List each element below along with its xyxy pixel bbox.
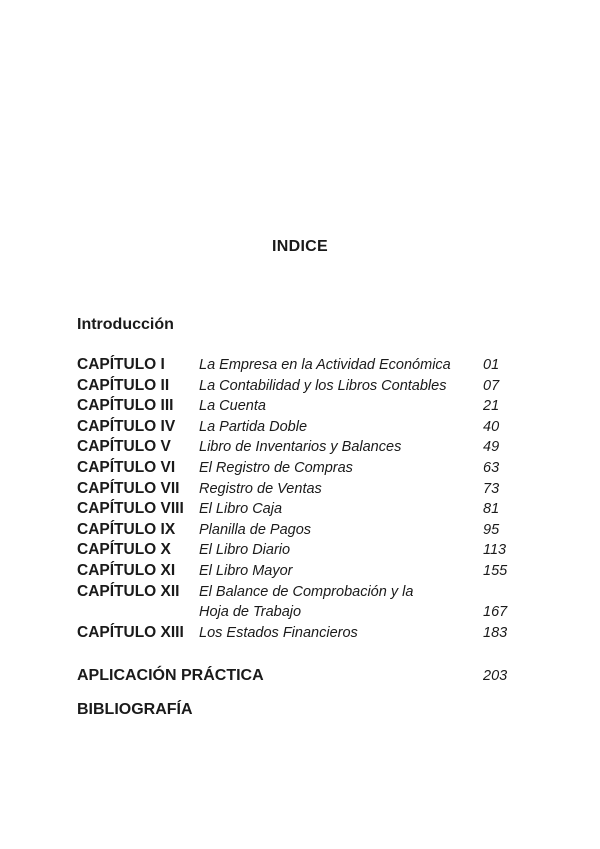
practical-application-label: APLICACIÓN PRÁCTICA (77, 667, 264, 684)
chapter-label: CAPÍTULO II (77, 376, 170, 394)
chapter-label: CAPÍTULO XII (77, 582, 180, 600)
page-title: INDICE (271, 238, 329, 255)
chapter-title: El Libro Caja (199, 501, 283, 518)
chapter-page: 01 (483, 357, 500, 373)
toc-row (77, 437, 517, 458)
chapter-page: 167 (483, 604, 508, 621)
chapter-page: 113 (483, 542, 507, 559)
toc-row (77, 355, 517, 376)
toc-row (77, 602, 517, 623)
chapter-label: CAPÍTULO I (77, 356, 165, 373)
toc-row (77, 520, 517, 541)
chapter-page: 95 (483, 521, 500, 538)
toc-row (77, 582, 517, 603)
toc-row (77, 417, 517, 438)
chapter-label: CAPÍTULO VIII (77, 500, 184, 518)
chapter-label: CAPÍTULO XI (77, 561, 176, 579)
chapter-title: La Partida Doble (199, 418, 308, 435)
chapter-title: El Balance de Comprobación y la (199, 583, 414, 600)
chapter-page: 73 (483, 480, 500, 497)
chapter-page: 21 (483, 398, 500, 415)
toc-row (77, 458, 517, 479)
chapter-page: 81 (483, 501, 500, 518)
chapter-title: El Libro Diario (199, 542, 291, 559)
toc-row (77, 540, 517, 561)
toc-row (77, 376, 517, 397)
chapter-title: La Empresa en la Actividad Económica (199, 357, 451, 373)
chapter-title: Libro de Inventarios y Balances (199, 439, 402, 456)
chapter-label: CAPÍTULO X (77, 541, 171, 559)
chapter-title: La Contabilidad y los Libros Contables (199, 377, 447, 394)
chapter-label: CAPÍTULO IX (77, 520, 176, 538)
chapter-title: Planilla de Pagos (199, 521, 312, 538)
chapter-page: 155 (483, 562, 508, 579)
toc-row (77, 499, 517, 520)
toc-row (77, 479, 517, 500)
chapter-page: 183 (483, 624, 508, 641)
table-of-contents (77, 355, 517, 643)
chapter-title: Los Estados Financieros (199, 624, 358, 641)
toc-row (77, 561, 517, 582)
chapter-label: CAPÍTULO V (77, 438, 171, 456)
chapter-page: 07 (483, 377, 500, 394)
practical-application-page: 203 (483, 668, 508, 684)
chapter-label: CAPÍTULO VI (77, 458, 176, 476)
chapter-label: CAPÍTULO VII (77, 479, 180, 497)
chapter-title: El Registro de Compras (199, 459, 353, 476)
bibliography-heading: BIBLIOGRAFÍA (77, 701, 193, 718)
chapter-page: 63 (483, 459, 500, 476)
toc-row (77, 623, 517, 644)
chapter-label: CAPÍTULO XIII (77, 623, 184, 641)
introduction-heading: Introducción (77, 316, 174, 333)
chapter-title: La Cuenta (199, 398, 266, 415)
chapter-label: CAPÍTULO IV (77, 417, 176, 435)
chapter-title: El Libro Mayor (199, 562, 293, 579)
chapter-title: Hoja de Trabajo (199, 604, 302, 621)
chapter-title: Registro de Ventas (199, 480, 322, 497)
chapter-label: CAPÍTULO III (77, 397, 174, 415)
practical-application-entry (77, 666, 517, 686)
chapter-page: 49 (483, 439, 500, 456)
chapter-page: 40 (483, 418, 500, 435)
toc-row (77, 396, 517, 417)
